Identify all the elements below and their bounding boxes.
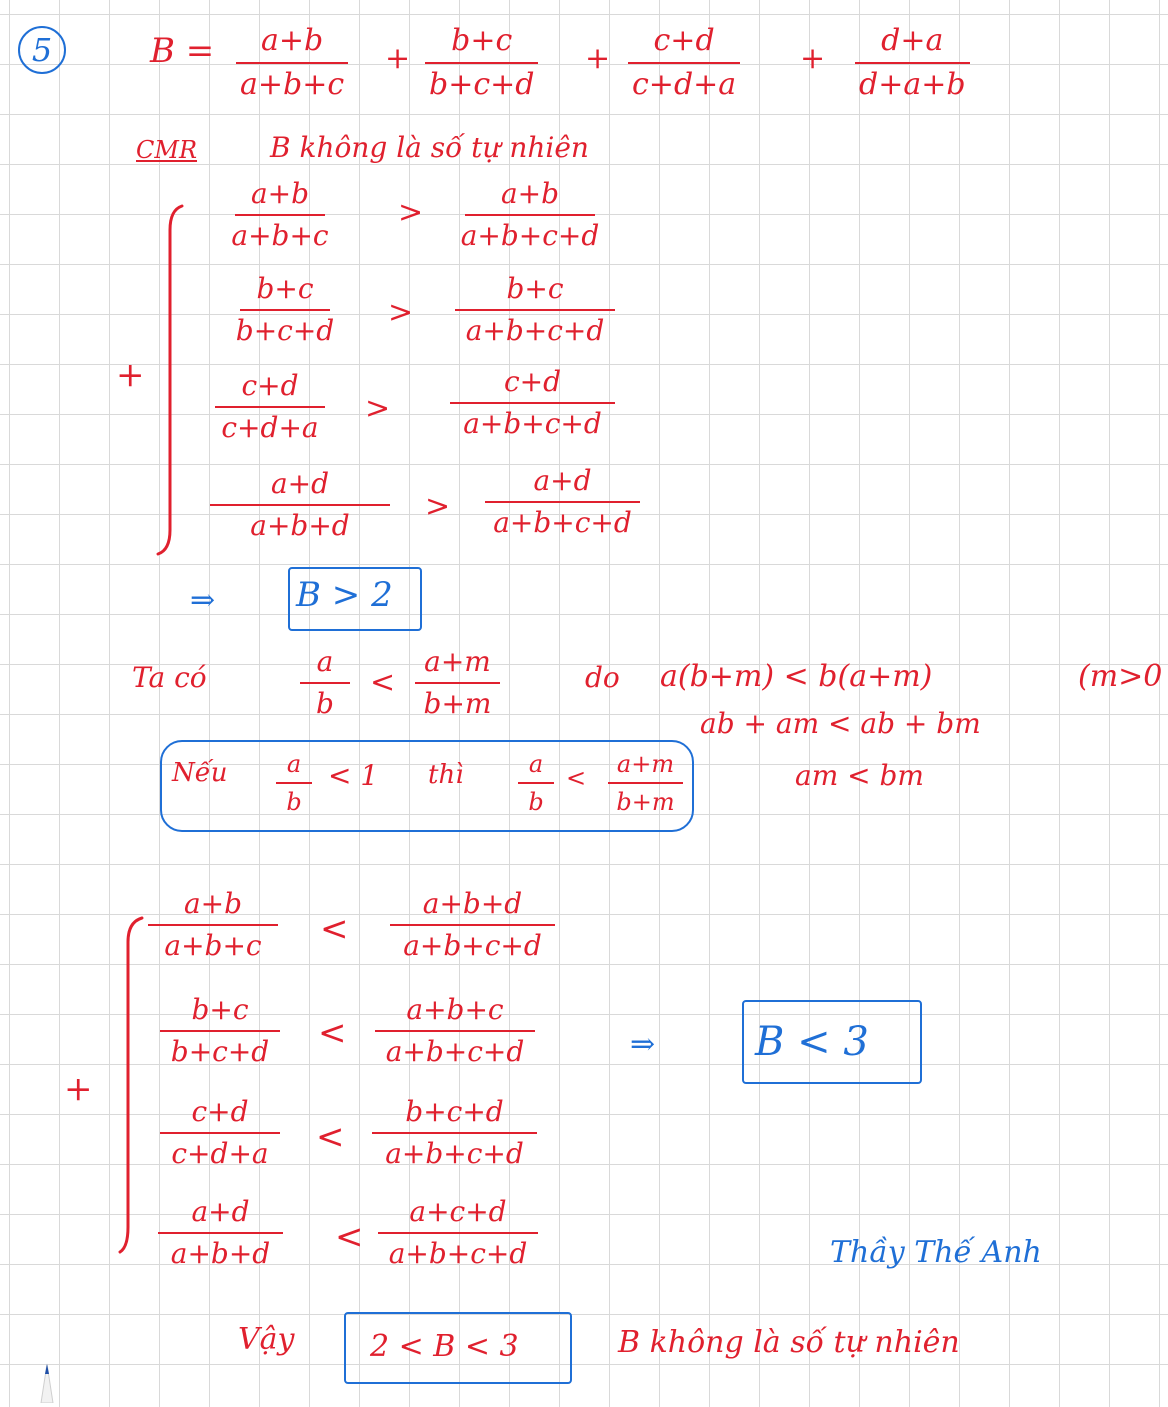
system2-row3-left: [160, 1095, 280, 1170]
fraction-denominator: a+b+c+d: [493, 506, 632, 539]
rule-res-op: <: [566, 764, 587, 792]
rule-then: thì: [428, 760, 464, 790]
claim-label: CMR: [136, 136, 198, 164]
title-fraction-4: [855, 23, 970, 102]
rule-cond-fraction: [276, 752, 312, 814]
system1-row3-left: [215, 369, 325, 444]
plus-sign: +: [385, 41, 411, 76]
system1-row3-right: [450, 365, 615, 440]
title-lhs: B =: [150, 31, 215, 71]
fraction-denominator: a+b+c: [240, 67, 345, 102]
fraction-numerator: a+b: [260, 23, 324, 58]
fraction-numerator: a+m: [616, 750, 675, 778]
fraction-numerator: a: [528, 750, 544, 778]
fraction-numerator: c+d: [653, 23, 715, 58]
fraction-numerator: c+d: [503, 365, 562, 398]
lemma-condition: (m>0: [1078, 659, 1163, 694]
fraction-numerator: a+c+d: [409, 1195, 507, 1228]
fraction-numerator: b+c: [191, 993, 249, 1026]
signature: Thầy Thế Anh: [830, 1235, 1042, 1270]
rule-if: Nếu: [172, 758, 228, 788]
lemma-do: do: [585, 661, 620, 694]
fraction-denominator: a+b+c+d: [385, 1035, 525, 1068]
fraction-denominator: a+b+c: [164, 929, 262, 962]
fraction-denominator: b: [316, 687, 334, 720]
lemma-reason-3: am < bm: [795, 759, 924, 792]
system1-row1-right: [460, 177, 600, 252]
fraction-denominator: b+m: [423, 687, 492, 720]
fraction-denominator: a+b+c+d: [463, 407, 602, 440]
lemma-intro: Ta có: [132, 661, 207, 694]
system2-row2-left: [160, 993, 280, 1068]
system2-row1-left: [148, 887, 278, 962]
title-fraction-3: [628, 23, 740, 102]
fraction-numerator: a+b: [183, 887, 243, 920]
system1-row2-left: [235, 272, 335, 347]
fraction-denominator: b+m: [616, 788, 675, 816]
fraction-numerator: d+a: [881, 23, 944, 58]
rule-cond-op: < 1: [328, 759, 379, 792]
problem-number-circle: [18, 26, 66, 74]
fraction-denominator: a+b+c: [231, 219, 329, 252]
fraction-numerator: a: [286, 750, 302, 778]
fraction-numerator: a+b+d: [422, 887, 523, 920]
system2-row1-op: <: [320, 909, 349, 949]
fraction-denominator: a+b+c+d: [385, 1137, 524, 1170]
fraction-numerator: a+b: [500, 177, 560, 210]
system2-brace: [112, 912, 152, 1257]
result1-text: B > 2: [296, 575, 393, 615]
fraction-denominator: b+c+d: [235, 314, 335, 347]
system1-row2-op: >: [388, 295, 414, 330]
fraction-denominator: a+b+c+d: [388, 1237, 528, 1270]
fraction-denominator: c+d+a: [221, 411, 319, 444]
system2-row1-right: [390, 887, 555, 962]
fraction-denominator: c+d+a: [171, 1137, 269, 1170]
fraction-numerator: a+d: [191, 1195, 250, 1228]
fraction-denominator: d+a+b: [859, 67, 966, 102]
system1-row1-left: [231, 177, 329, 252]
lemma-rhs-fraction: [415, 645, 500, 720]
fraction-numerator: b+c: [451, 23, 513, 58]
fraction-denominator: a+b+c+d: [403, 929, 542, 962]
fraction-denominator: b+c+d: [429, 67, 535, 102]
system1-row4-right: [485, 464, 640, 539]
pen-cursor-icon: [30, 1358, 64, 1407]
rule-res-fraction: [518, 752, 554, 814]
system2-row4-op: <: [335, 1217, 364, 1257]
result2-arrow: ⇒: [630, 1027, 656, 1062]
result1-arrow: ⇒: [190, 583, 216, 618]
system1-brace: [150, 200, 190, 560]
fraction-denominator: a+b+c+d: [460, 219, 600, 252]
claim-text: B không là số tự nhiên: [270, 131, 589, 164]
lemma-op: <: [370, 665, 396, 700]
fraction-numerator: a+b+c: [406, 993, 504, 1026]
system1-row3-op: >: [365, 391, 391, 426]
fraction-numerator: a+d: [533, 464, 592, 497]
fraction-numerator: a+d: [270, 467, 330, 500]
system1-row2-right: [455, 272, 615, 347]
conclusion-boxed: 2 < B < 3: [370, 1329, 519, 1364]
fraction-denominator: b+c+d: [170, 1035, 270, 1068]
plus-sign: +: [585, 41, 611, 76]
fraction-numerator: b+c: [256, 272, 314, 305]
conclusion-label: Vậy: [238, 1322, 295, 1357]
fraction-denominator: a+b+d: [170, 1237, 271, 1270]
lemma-reason-1: a(b+m) < b(a+m): [660, 659, 933, 694]
fraction-denominator: b: [528, 788, 544, 816]
fraction-denominator: a+b+c+d: [465, 314, 605, 347]
title-fraction-2: [425, 23, 538, 102]
title-fraction-1: [236, 23, 348, 102]
fraction-numerator: a+m: [424, 645, 491, 678]
system2-row2-op: <: [318, 1013, 347, 1053]
fraction-numerator: c+d: [191, 1095, 249, 1128]
system2-row3-right: [372, 1095, 537, 1170]
fraction-numerator: a: [316, 645, 334, 678]
system1-row4-op: >: [425, 489, 451, 524]
rule-res-rhs-fraction: [608, 752, 683, 814]
system2-row3-op: <: [316, 1117, 345, 1157]
system2-row4-left: [158, 1195, 283, 1270]
fraction-numerator: a+b: [250, 177, 310, 210]
system1-row4-left: [210, 467, 390, 542]
fraction-denominator: a+b+d: [250, 509, 350, 542]
fraction-numerator: b+c+d: [405, 1095, 504, 1128]
system1-plus: +: [116, 355, 145, 395]
fraction-denominator: b: [286, 788, 302, 816]
system2-plus: +: [64, 1069, 93, 1109]
fraction-denominator: c+d+a: [632, 67, 737, 102]
lemma-lhs-fraction: [300, 645, 350, 720]
fraction-numerator: b+c: [506, 272, 564, 305]
fraction-numerator: c+d: [241, 369, 299, 402]
conclusion-text: B không là số tự nhiên: [618, 1325, 960, 1360]
system1-row1-op: >: [398, 195, 424, 230]
plus-sign: +: [800, 41, 826, 76]
result2-text: B < 3: [755, 1019, 869, 1065]
system2-row2-right: [375, 993, 535, 1068]
problem-number: 5: [31, 31, 53, 69]
lemma-reason-2: ab + am < ab + bm: [700, 707, 981, 740]
system2-row4-right: [378, 1195, 538, 1270]
